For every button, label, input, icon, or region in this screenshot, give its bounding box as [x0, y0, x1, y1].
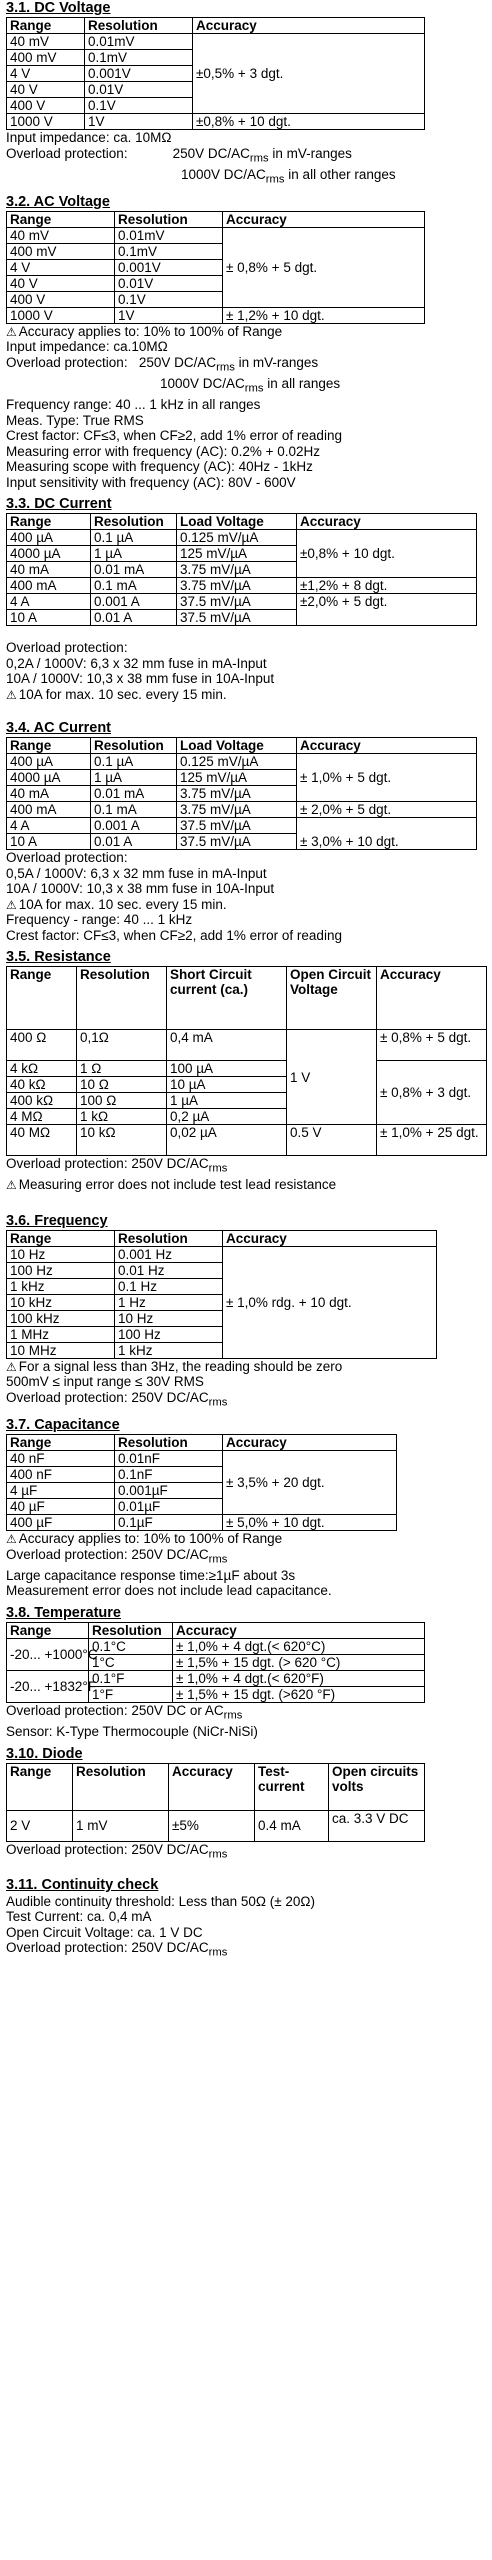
note-line: Sensor: K-Type Thermocouple (NiCr-NiSi): [6, 1724, 258, 1739]
col-header: Test-current: [255, 1763, 329, 1810]
capacitance-table: [6, 1434, 397, 1531]
table-row: 1 MHz 100 Hz: [7, 1326, 437, 1342]
table-row: 400 V 0.1V: [7, 291, 425, 307]
accuracy-cell: ± 0,8% + 5 dgt.: [223, 227, 425, 307]
section-continuity: [6, 1877, 486, 1962]
table-row: 4 kΩ 1 Ω 100 µA ± 0,8% + 3 dgt.: [7, 1061, 487, 1077]
table-row: 40 µF 0.01µF: [7, 1499, 397, 1515]
accuracy-cell: ± 3,0% + 10 dgt.: [297, 818, 477, 850]
note-line: Measuring scope with frequency (AC): 40Hz - 1kHz: [6, 459, 313, 475]
spec-document: [6, 0, 486, 1961]
note-line: ⚠ 10A for max. 10 sec. every 15 min.: [6, 686, 227, 702]
notes: [6, 1894, 486, 1962]
table-row: 40 mV 0.01mV ±0,5% + 3 dgt.: [7, 34, 425, 50]
section-ac-voltage: [6, 194, 486, 490]
table-row: 400 V 0.1V: [7, 98, 425, 114]
note-line: Overload protection: 250V $DC/AC_{rms}$: [6, 1940, 228, 1959]
note-line: Input sensitivity with frequency (AC): 80V - 600V: [6, 474, 296, 490]
note-line: 10A / 1000V: 10,3 x 38 mm fuse in 10A-Input: [6, 671, 275, 687]
table-row: 4 V 0.001V: [7, 66, 425, 82]
section-title: 3.2. AC Voltage: [6, 193, 110, 210]
note-line: Measuring error with frequency (AC): 0.2% + 0.02Hz: [6, 443, 321, 459]
col-header: Accuracy: [193, 18, 425, 34]
note-line: Overload protection: 250V $DC/AC_{rms}$ in mV-ranges: [6, 354, 319, 374]
table-row: 400 µA 0.1 µA 0.125 mV/µA ±0,8% + 10 dgt.: [7, 530, 477, 546]
note-line: Meas. Type: True RMS: [6, 412, 144, 428]
col-header: Open Circuit Voltage: [287, 967, 377, 1030]
table-row: 10 MHz 1 kHz: [7, 1342, 437, 1358]
table-row: 400 Ω 0,1Ω 0,4 mA 1 V ± 0,8% + 5 dgt.: [7, 1030, 487, 1061]
col-header: Load Voltage: [177, 514, 297, 530]
frequency-table: [6, 1230, 437, 1359]
table-row: 400 nF 0.1nF: [7, 1467, 397, 1483]
col-header: Resolution: [77, 967, 167, 1030]
col-header: Range: [7, 514, 91, 530]
table-row: 4 µF 0.001µF: [7, 1483, 397, 1499]
section-title: 3.4. AC Current: [6, 720, 112, 737]
section-title: 3.6. Frequency: [6, 1212, 108, 1229]
table-row: 40 kΩ 10 Ω 10 µA: [7, 1077, 487, 1093]
note-line: ⚠ 10A for max. 10 sec. every 15 min.: [6, 896, 227, 912]
notes: [6, 1359, 486, 1411]
warning-triangle-icon: ⚠: [6, 324, 17, 339]
table-row: 1°C ± 1,5% + 15 dgt. (> 620 °C): [7, 1654, 425, 1670]
col-header: Resolution: [89, 1622, 173, 1638]
note-line: Test Current: ca. 0,4 mA: [6, 1909, 152, 1925]
diode-table: [6, 1763, 425, 1842]
note-line: 500mV ≤ input range ≤ 30V RMS: [6, 1374, 204, 1390]
col-header: Accuracy: [223, 1435, 397, 1451]
col-header: Accuracy: [173, 1622, 425, 1638]
note-line: Overload protection: 250V $DC/AC_{rms}$: [6, 1156, 228, 1175]
ac-voltage-table: [6, 211, 425, 324]
table-row: 100 kHz 10 Hz: [7, 1310, 437, 1326]
section-title: 3.5. Resistance: [6, 949, 111, 966]
note-line: ⚠ Measuring error does not include test lead resistance: [6, 1177, 337, 1193]
table-row: 400 mA 0.1 mA 3.75 mV/µA ± 2,0% + 5 dgt.: [7, 802, 477, 818]
note-line: 0,5A / 1000V: 6,3 x 32 mm fuse in mA-Input: [6, 865, 267, 881]
col-header: Range: [7, 1763, 73, 1810]
accuracy-cell: ± 1,2% + 10 dgt.: [223, 307, 425, 323]
col-header: Resolution: [115, 1435, 223, 1451]
col-header: Load Voltage: [177, 738, 297, 754]
notes: [6, 1156, 486, 1193]
table-row: 10 A 0.01 A 37.5 mV/µA: [7, 610, 477, 626]
note-line: Overload protection: 250V $DC/AC_{rms}$ in mV-ranges: [6, 145, 352, 165]
table-row: -20... +1000°C 0.1°C ± 1,0% + 4 dgt.(< 620°C): [7, 1638, 425, 1654]
table-row: 40 V 0.01V: [7, 82, 425, 98]
note-line: ⚠ Accuracy applies to: 10% to 100% of Range: [6, 1531, 283, 1547]
table-row: 400 µF 0.1µF ± 5,0% + 10 dgt.: [7, 1515, 397, 1531]
accuracy-cell: ± 0,8% + 5 dgt.: [377, 1030, 487, 1061]
col-header: Accuracy: [169, 1763, 255, 1810]
col-header: Range: [7, 967, 77, 1030]
note-line: Overload protection:: [6, 640, 128, 656]
table-row: 4 A 0.001 A 37.5 mV/µA ± 3,0% + 10 dgt.: [7, 818, 477, 834]
table-row: 40 MΩ 10 kΩ 0,02 µA 0.5 V ± 1,0% + 25 dgt.: [7, 1125, 487, 1156]
note-line: ⚠ For a signal less than 3Hz, the reading should be zero: [6, 1358, 343, 1374]
open-circuit-cell: 0.5 V: [287, 1125, 377, 1156]
section-title: 3.8. Temperature: [6, 1604, 121, 1621]
table-row: 40 mV 0.01mV ± 0,8% + 5 dgt.: [7, 227, 425, 243]
note-line: ⚠ Accuracy applies to: 10% to 100% of Range: [6, 323, 283, 339]
table-row: 4000 µA 1 µA 125 mV/µA: [7, 546, 477, 562]
table-row: 1000 V 1V ± 1,2% + 10 dgt.: [7, 307, 425, 323]
section-resistance: [6, 949, 486, 1193]
table-row: 10 kHz 1 Hz: [7, 1294, 437, 1310]
warning-triangle-icon: ⚠: [6, 1532, 17, 1547]
temperature-table: [6, 1622, 425, 1703]
notes: [6, 640, 486, 702]
col-header: Range: [7, 18, 85, 34]
col-header: Resolution: [91, 738, 177, 754]
accuracy-cell: ± 2,0% + 5 dgt.: [297, 802, 477, 818]
warning-triangle-icon: ⚠: [6, 687, 17, 702]
accuracy-cell: ±0,8% + 10 dgt.: [193, 114, 425, 130]
note-line: Crest factor: CF≤3, when CF≥2, add 1% error of reading: [6, 927, 342, 943]
accuracy-cell: ±0,5% + 3 dgt.: [193, 34, 425, 114]
accuracy-cell: ± 5,0% + 10 dgt.: [223, 1515, 397, 1531]
note-line: Large capacitance response time:≥1µF about 3s: [6, 1567, 296, 1583]
note-line: 10A / 1000V: 10,3 x 38 mm fuse in 10A-Input: [6, 881, 275, 897]
accuracy-cell: ± 3,5% + 20 dgt.: [223, 1451, 397, 1515]
table-row: 2 V 1 mV ±5% 0.4 mA ca. 3.3 V DC: [7, 1810, 425, 1841]
section-capacitance: [6, 1417, 486, 1599]
dc-current-table: [6, 513, 477, 626]
note-line: Crest factor: CF≤3, when CF≥2, add 1% error of reading: [6, 428, 342, 444]
ac-current-table: [6, 737, 477, 850]
note-line: Overload protection: 250V $DC/AC_{rms}$: [6, 1841, 228, 1861]
accuracy-cell: ± 1,0% + 25 dgt.: [377, 1125, 487, 1156]
section-title: 3.1. DC Voltage: [6, 0, 111, 16]
table-row: 100 Hz 0.01 Hz: [7, 1262, 437, 1278]
warning-triangle-icon: ⚠: [6, 1178, 17, 1193]
notes: [6, 324, 486, 490]
table-row: 4 A 0.001 A 37.5 mV/µA ±2,0% + 5 dgt.: [7, 594, 477, 610]
col-header: Resolution: [85, 18, 193, 34]
open-circuit-cell: 1 V: [287, 1030, 377, 1125]
notes: [6, 1842, 486, 1863]
section-title: 3.3. DC Current: [6, 496, 112, 513]
col-header: Accuracy: [223, 211, 425, 227]
note-line: Overload protection: 250V DC or $AC_{rms}$: [6, 1702, 243, 1722]
col-header: Range: [7, 738, 91, 754]
note-line: Input impedance: ca. 10MΩ: [6, 130, 172, 145]
warning-triangle-icon: ⚠: [6, 897, 17, 912]
table-row: -20... +1832°F 0.1°F ± 1,0% + 4 dgt.(< 620°F): [7, 1670, 425, 1686]
col-header: Accuracy: [297, 738, 477, 754]
col-header: Resolution: [115, 211, 223, 227]
note-line: Overload protection: 250V $DC/AC_{rms}$: [6, 1546, 228, 1566]
section-title: 3.7. Capacitance: [6, 1417, 120, 1434]
section-dc-voltage: [6, 0, 486, 188]
col-header: Range: [7, 1230, 115, 1246]
section-ac-current: [6, 720, 486, 943]
table-row: 40 V 0.01V: [7, 275, 425, 291]
accuracy-cell: ± 1,0% + 5 dgt.: [297, 754, 477, 802]
table-row: 400 mV 0.1mV: [7, 50, 425, 66]
section-dc-current: [6, 496, 486, 702]
note-line: Overload protection:: [6, 850, 128, 866]
section-temperature: [6, 1605, 486, 1740]
notes: [6, 1703, 486, 1740]
note-line: Measurement error does not include lead capacitance.: [6, 1583, 332, 1599]
warning-triangle-icon: ⚠: [6, 1359, 17, 1374]
accuracy-cell: ±0,8% + 10 dgt.: [297, 530, 477, 578]
col-header: Accuracy: [223, 1230, 437, 1246]
accuracy-cell: ± 1,0% rdg. + 10 dgt.: [223, 1246, 437, 1358]
table-row: 40 mA 0.01 mA 3.75 mV/µA: [7, 786, 477, 802]
dc-voltage-table: [6, 17, 425, 130]
notes: [6, 1531, 486, 1599]
table-row: 40 mA 0.01 mA 3.75 mV/µA: [7, 562, 477, 578]
section-diode: [6, 1746, 486, 1863]
section-title: 3.11. Continuity check: [6, 1876, 159, 1893]
col-header: Accuracy: [297, 514, 477, 530]
table-row: 400 kΩ 100 Ω 1 µA: [7, 1093, 487, 1109]
col-header: Range: [7, 211, 115, 227]
col-header: Open circuits volts: [329, 1763, 425, 1810]
table-row: 1 kHz 0.1 Hz: [7, 1278, 437, 1294]
col-header: Range: [7, 1622, 89, 1638]
note-line: Input impedance: ca.10MΩ: [6, 339, 168, 355]
accuracy-cell: ± 0,8% + 3 dgt.: [377, 1061, 487, 1125]
col-header: Short Circuit current (ca.): [167, 967, 287, 1030]
table-row: 4 MΩ 1 kΩ 0,2 µA: [7, 1109, 487, 1125]
note-line: Audible continuity threshold: Less than 50Ω (± 20Ω): [6, 1893, 316, 1909]
table-row: 4 V 0.001V: [7, 259, 425, 275]
col-header: Resolution: [73, 1763, 169, 1810]
note-line: Overload protection: 250V $DC/AC_{rms}$: [6, 1389, 228, 1409]
table-row: 10 A 0.01 A 37.5 mV/µA: [7, 834, 477, 850]
table-row: 1°F ± 1,5% + 15 dgt. (>620 °F): [7, 1686, 425, 1702]
col-header: Resolution: [115, 1230, 223, 1246]
col-header: Resolution: [91, 514, 177, 530]
note-line: 1000V $DC/AC_{rms}$ in all ranges: [160, 376, 341, 395]
accuracy-cell: ±1,2% + 8 dgt.: [297, 578, 477, 594]
note-line: Frequency - range: 40 ... 1 kHz: [6, 912, 193, 928]
accuracy-cell: ±2,0% + 5 dgt.: [297, 594, 477, 626]
table-row: 4000 µA 1 µA 125 mV/µA: [7, 770, 477, 786]
section-title: 3.10. Diode: [6, 1745, 83, 1762]
note-line: Open Circuit Voltage: ca. 1 V DC: [6, 1924, 203, 1940]
section-frequency: [6, 1213, 486, 1411]
table-row: 400 mV 0.1mV: [7, 243, 425, 259]
col-header: Range: [7, 1435, 115, 1451]
col-header: Accuracy: [377, 967, 487, 1030]
note-line: Frequency range: 40 ... 1 kHz in all ranges: [6, 397, 261, 413]
table-row: 10 Hz 0.001 Hz ± 1,0% rdg. + 10 dgt.: [7, 1246, 437, 1262]
table-row: 40 nF 0.01nF ± 3,5% + 20 dgt.: [7, 1451, 397, 1467]
notes: [6, 130, 486, 188]
resistance-table: [6, 966, 487, 1156]
table-row: 1000 V 1V ±0,8% + 10 dgt.: [7, 114, 425, 130]
table-row: 400 µA 0.1 µA 0.125 mV/µA ± 1,0% + 5 dgt.: [7, 754, 477, 770]
table-row: 400 mA 0.1 mA 3.75 mV/µA ±1,2% + 8 dgt.: [7, 578, 477, 594]
notes: [6, 850, 486, 943]
note-line: 1000V $DC/AC_{rms}$ in all other ranges: [181, 166, 396, 186]
note-line: 0,2A / 1000V: 6,3 x 32 mm fuse in mA-Input: [6, 655, 267, 671]
